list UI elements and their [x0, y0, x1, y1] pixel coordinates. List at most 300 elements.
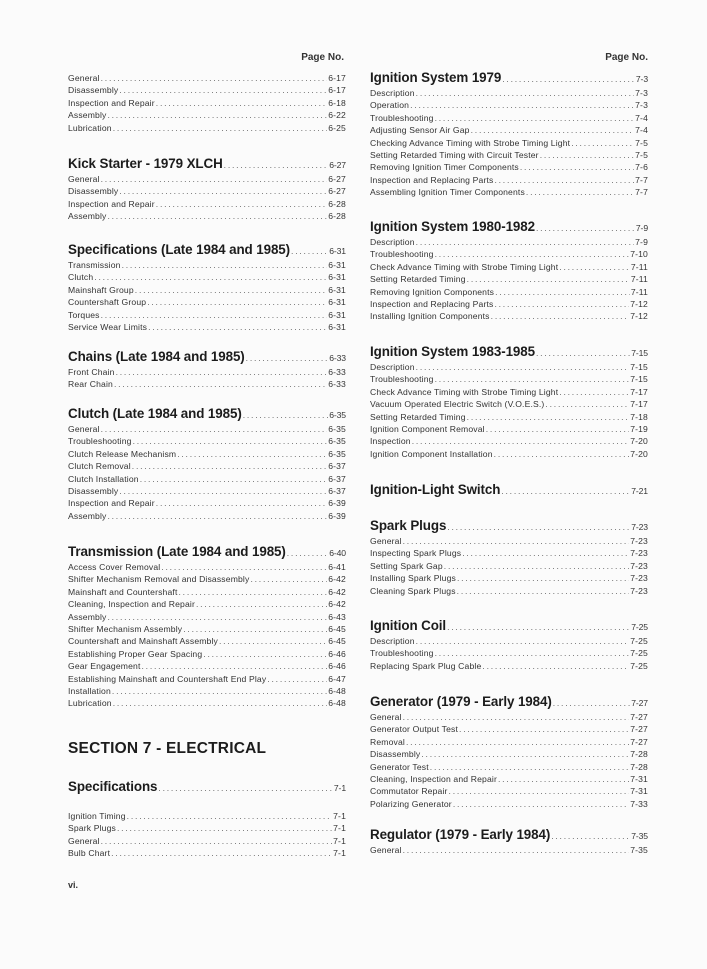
toc-entry-title: Countershaft and Mainshaft Assembly — [68, 636, 218, 647]
toc-entry — [68, 810, 346, 822]
toc-entry-title: Troubleshooting — [370, 648, 434, 659]
toc-entry-page: 7-25 — [630, 660, 648, 671]
toc-entry — [370, 386, 648, 398]
toc-entry — [68, 259, 346, 271]
toc-entry-page: 6-35 — [328, 424, 346, 434]
toc-entry-title: Inspection and Replacing Parts — [370, 174, 494, 185]
toc-entry-page: 6-27 — [328, 186, 346, 197]
toc-entry — [68, 835, 346, 847]
toc-entry-title: General — [68, 424, 100, 434]
dot-leader — [119, 185, 327, 197]
toc-entry — [68, 435, 346, 447]
toc-entry-title: Removing Ignition Timer Components — [370, 162, 519, 173]
dot-leader — [140, 473, 328, 485]
toc-entry-title: Check Advance Timing with Strobe Timing Light — [370, 261, 559, 272]
dot-leader — [491, 310, 630, 322]
toc-entry-title: Ignition Component Removal — [370, 424, 485, 435]
toc-entry-page: 7-27 — [630, 736, 648, 747]
dot-leader — [435, 112, 635, 124]
section-heading — [370, 70, 648, 87]
toc-entry — [370, 174, 648, 186]
toc-entry-title: Bulb Chart — [68, 848, 111, 859]
toc-entry — [68, 378, 346, 390]
toc-entry-page: 7-27 — [630, 712, 648, 722]
toc-entry-title: Transmission — [68, 260, 121, 270]
dot-leader — [571, 137, 634, 149]
dot-leader — [526, 186, 634, 198]
toc-entry — [370, 560, 648, 572]
toc-entry — [370, 535, 648, 547]
toc-entry — [370, 723, 648, 735]
dot-leader — [161, 561, 327, 573]
toc-entry — [370, 773, 648, 785]
toc-entry-title: Establishing Proper Gear Spacing — [68, 648, 203, 659]
toc-entry-title: Generator Output Test — [370, 724, 459, 735]
toc-entry — [370, 660, 648, 672]
toc-entry-page: 7-9 — [635, 237, 648, 247]
section-heading-title: Regulator (1979 - Early 1984) — [370, 827, 551, 842]
toc-entry-title: General — [68, 174, 100, 184]
dot-leader — [196, 598, 327, 610]
dot-leader — [133, 435, 328, 447]
dot-leader — [403, 844, 630, 856]
toc-entry — [370, 736, 648, 748]
toc-entry — [68, 660, 346, 672]
toc-entry-page: 7-17 — [630, 399, 648, 410]
dot-leader — [403, 711, 630, 723]
toc-entry-title: Disassembly — [68, 486, 119, 497]
toc-entry-page: 7-28 — [630, 761, 648, 772]
section-heading-title: Specifications (Late 1984 and 1985) — [68, 242, 291, 257]
dot-leader — [119, 485, 327, 497]
toc-entry — [370, 161, 648, 173]
toc-entry-title: Countershaft Group — [68, 297, 147, 308]
dot-leader — [410, 99, 634, 111]
toc-entry — [370, 248, 648, 260]
toc-entry — [370, 99, 648, 111]
toc-entry — [370, 149, 648, 161]
toc-entry — [68, 635, 346, 647]
toc-entry — [68, 72, 346, 84]
toc-entry — [68, 510, 346, 522]
toc-entry-page: 7-3 — [635, 88, 648, 98]
toc-section — [370, 618, 648, 672]
toc-entry-page: 7-35 — [630, 845, 648, 855]
section-heading — [370, 219, 648, 236]
dot-leader — [559, 386, 629, 398]
dot-leader — [486, 423, 629, 435]
toc-entry-title: Inspection — [370, 436, 411, 447]
dot-leader — [536, 345, 630, 361]
toc-entry-page: 6-48 — [328, 686, 346, 697]
toc-entry-title: Assembling Ignition Timer Components — [370, 187, 525, 198]
dot-leader — [435, 647, 630, 659]
toc-entry — [68, 109, 346, 121]
toc-entry-page: 6-48 — [328, 698, 346, 709]
toc-entry-page: 6-25 — [328, 122, 346, 133]
toc-entry-page: 7-20 — [630, 436, 648, 447]
toc-entry-page: 7-4 — [635, 125, 648, 136]
dot-leader — [540, 149, 634, 161]
toc-entry-page: 7-5 — [635, 137, 648, 148]
toc-entry-title: General — [370, 536, 402, 546]
section-heading-title: Ignition-Light Switch — [370, 482, 501, 497]
toc-entry-page: 6-45 — [328, 624, 346, 635]
dot-leader — [127, 810, 332, 822]
toc-entry-title: Clutch Release Mechanism — [68, 448, 177, 459]
section-heading — [370, 618, 648, 635]
toc-entry-title: General — [370, 845, 402, 855]
dot-leader — [553, 695, 630, 711]
dot-leader — [467, 273, 630, 285]
toc-entry — [370, 137, 648, 149]
section-heading-title: Ignition Coil — [370, 618, 447, 633]
toc-entry-page: 6-31 — [328, 309, 346, 320]
toc-entry-title: Disassembly — [68, 85, 119, 96]
toc-entry-title: Cleaning, Inspection and Repair — [68, 599, 195, 610]
dot-leader — [135, 284, 327, 296]
dot-leader — [224, 157, 329, 173]
section-heading-page: 7-35 — [631, 831, 648, 841]
toc-entry — [370, 547, 648, 559]
section-heading-title: Specifications — [68, 779, 158, 794]
toc-entry-title: Shifter Mechanism Assembly — [68, 624, 183, 635]
toc-entry-title: General — [68, 835, 100, 846]
dot-leader — [107, 109, 327, 121]
section-heading-page: 7-15 — [631, 348, 648, 358]
toc-entry-title: Inspection and Repair — [68, 498, 155, 509]
toc-entry-page: 7-23 — [630, 548, 648, 559]
section-heading-page: 7-9 — [635, 223, 648, 233]
section-heading — [68, 156, 346, 173]
section-heading — [68, 242, 346, 259]
toc-entry — [68, 822, 346, 834]
toc-entry — [68, 173, 346, 185]
toc-entry-title: General — [370, 712, 402, 722]
dot-leader — [178, 586, 327, 598]
toc-entry-page: 6-41 — [328, 562, 346, 572]
section-heading — [68, 406, 346, 423]
toc-entry-page: 6-33 — [328, 367, 346, 377]
toc-entry — [68, 497, 346, 509]
toc-entry-page: 7-11 — [630, 286, 648, 297]
toc-entry — [68, 309, 346, 321]
toc-entry-page: 6-42 — [328, 586, 346, 597]
dot-leader — [403, 535, 630, 547]
toc-entry-page: 7-23 — [630, 536, 648, 546]
dot-leader — [148, 321, 327, 333]
toc-entry-page: 7-15 — [630, 362, 648, 372]
section-heading — [370, 344, 648, 361]
dot-leader — [267, 673, 327, 685]
dot-leader — [421, 748, 629, 760]
toc-entry-title: Establishing Mainshaft and Countershaft End Play — [68, 673, 267, 684]
section-heading — [68, 544, 346, 561]
toc-entry-page: 6-39 — [328, 510, 346, 521]
toc-entry-page: 7-4 — [635, 112, 648, 123]
section-heading — [370, 482, 648, 499]
toc-entry-title: Cleaning Spark Plugs — [370, 585, 456, 596]
toc-entry-title: Disassembly — [68, 186, 119, 197]
toc-entry-page: 7-25 — [630, 636, 648, 646]
toc-entry-title: Rear Chain — [68, 379, 113, 390]
toc-entry-page: 6-42 — [328, 599, 346, 610]
dot-leader — [113, 122, 327, 134]
toc-entry-title: Removing Ignition Components — [370, 286, 495, 297]
toc-entry-page: 6-33 — [328, 379, 346, 390]
toc-entry-title: Assembly — [68, 110, 107, 121]
toc-entry-title: Troubleshooting — [370, 112, 434, 123]
toc-entry — [370, 112, 648, 124]
toc-entry-page: 7-11 — [630, 261, 648, 272]
toc-entry — [370, 411, 648, 423]
section-heading — [370, 694, 648, 711]
toc-entry-title: Description — [370, 88, 415, 98]
dot-leader — [416, 87, 634, 99]
toc-entry — [370, 711, 648, 723]
dot-leader — [545, 398, 629, 410]
section-heading-page: 6-35 — [329, 410, 346, 420]
dot-leader — [482, 660, 629, 672]
toc-entry-title: Operation — [370, 100, 410, 111]
dot-leader — [156, 97, 327, 109]
section-heading-page: 6-40 — [329, 548, 346, 558]
dot-leader — [494, 298, 629, 310]
section-heading-page: 6-33 — [329, 353, 346, 363]
toc-entry-title: Setting Retarded Timing — [370, 411, 466, 422]
toc-entry-page: 7-11 — [630, 274, 648, 285]
toc-entry-page: 7-25 — [630, 648, 648, 659]
section-7-heading: SECTION 7 - ELECTRICAL — [68, 740, 267, 757]
spacer — [68, 796, 346, 810]
toc-entry — [370, 398, 648, 410]
toc-entry — [370, 647, 648, 659]
section-heading-title: Generator (1979 - Early 1984) — [370, 694, 552, 709]
toc-entry — [68, 685, 346, 697]
toc-entry-page: 7-27 — [630, 724, 648, 735]
toc-entry-page: 7-1 — [333, 823, 346, 834]
dot-leader — [416, 635, 630, 647]
toc-entry-page: 6-47 — [328, 673, 346, 684]
toc-entry — [370, 286, 648, 298]
toc-section — [370, 827, 648, 856]
dot-leader — [498, 773, 629, 785]
toc-entry-page: 6-39 — [328, 498, 346, 509]
dot-leader — [117, 822, 332, 834]
toc-entry — [68, 366, 346, 378]
toc-entry — [370, 273, 648, 285]
toc-entry — [68, 611, 346, 623]
toc-entry-title: Shifter Mechanism Removal and Disassembly — [68, 574, 250, 585]
dot-leader — [416, 361, 630, 373]
toc-entry-page: 6-31 — [328, 322, 346, 333]
toc-entry-title: Adjusting Sensor Air Gap — [370, 125, 470, 136]
toc-entry-page: 7-6 — [635, 162, 648, 173]
dot-leader — [412, 435, 630, 447]
toc-entry-page: 7-20 — [630, 448, 648, 459]
toc-entry — [68, 573, 346, 585]
toc-entry-title: Check Advance Timing with Strobe Timing Light — [370, 386, 559, 397]
toc-entry-page: 7-1 — [333, 811, 346, 821]
page-no-heading: Page No. — [301, 52, 344, 63]
toc-entry-title: Ignition Component Installation — [370, 448, 493, 459]
toc-entry — [68, 623, 346, 635]
dot-leader — [471, 124, 635, 136]
toc-entry-page: 6-37 — [328, 461, 346, 472]
toc-entry-title: Ignition Timing — [68, 811, 126, 821]
toc-entry — [68, 648, 346, 660]
dot-leader — [520, 161, 634, 173]
toc-entry — [370, 572, 648, 584]
dot-leader — [457, 572, 629, 584]
toc-entry-page: 6-37 — [328, 486, 346, 497]
dot-leader — [243, 407, 329, 423]
toc-entry — [68, 296, 346, 308]
toc-section — [68, 72, 346, 134]
toc-entry-page: 7-23 — [630, 573, 648, 584]
dot-leader — [141, 660, 327, 672]
toc-entry-page: 7-5 — [635, 150, 648, 161]
toc-entry — [370, 310, 648, 322]
toc-entry-page: 6-35 — [328, 448, 346, 459]
toc-entry-page: 7-28 — [630, 749, 648, 760]
toc-entry — [68, 84, 346, 96]
toc-entry-title: Cleaning, Inspection and Repair — [370, 774, 497, 785]
toc-entry-page: 6-27 — [328, 174, 346, 184]
toc-entry-title: Mainshaft and Countershaft — [68, 586, 178, 597]
toc-entry-title: Front Chain — [68, 367, 115, 377]
dot-leader — [502, 71, 635, 87]
section-heading-page: 7-1 — [333, 783, 346, 793]
toc-entry-title: Spark Plugs — [68, 823, 116, 834]
toc-entry-title: Access Cover Removal — [68, 562, 161, 572]
section-heading-page: 7-27 — [631, 698, 648, 708]
dot-leader — [156, 497, 327, 509]
toc-entry-title: Polarizing Generator — [370, 798, 452, 809]
dot-leader — [453, 798, 629, 810]
dot-leader — [116, 366, 328, 378]
section-heading — [68, 349, 346, 366]
toc-entry — [370, 298, 648, 310]
section-heading-page: 7-23 — [631, 522, 648, 532]
dot-leader — [101, 309, 328, 321]
toc-entry-page: 7-31 — [630, 774, 648, 785]
toc-entry-title: Setting Retarded Timing — [370, 274, 466, 285]
toc-entry-title: Description — [370, 237, 415, 247]
toc-entry-page: 6-22 — [328, 110, 346, 121]
dot-leader — [447, 519, 630, 535]
dot-leader — [156, 198, 327, 210]
toc-entry-title: Commutator Repair — [370, 786, 448, 797]
toc-entry-page: 6-37 — [328, 473, 346, 484]
section-heading-title: Chains (Late 1984 and 1985) — [68, 349, 245, 364]
toc-entry-title: Removal — [370, 736, 405, 747]
toc-entry-page: 6-42 — [328, 574, 346, 585]
section-heading-title: Ignition System 1980-1982 — [370, 219, 535, 234]
toc-entry-title: Troubleshooting — [370, 249, 434, 260]
dot-leader — [435, 248, 630, 260]
toc-entry-title: Mainshaft Group — [68, 284, 134, 295]
section-heading — [370, 827, 648, 844]
toc-entry-page: 6-31 — [328, 284, 346, 295]
toc-entry-page: 7-10 — [630, 249, 648, 260]
dot-leader — [107, 510, 327, 522]
toc-entry-title: Troubleshooting — [370, 374, 434, 385]
toc-entry-title: Generator Test — [370, 761, 429, 772]
toc-entry — [370, 635, 648, 647]
toc-entry-page: 7-33 — [630, 798, 648, 809]
toc-section — [370, 694, 648, 810]
toc-entry — [68, 586, 346, 598]
toc-entry — [370, 761, 648, 773]
toc-entry-title: Torques — [68, 309, 100, 320]
dot-leader — [119, 84, 327, 96]
toc-entry-title: Replacing Spark Plug Cable — [370, 660, 482, 671]
toc-entry-title: Assembly — [68, 510, 107, 521]
toc-entry — [370, 124, 648, 136]
dot-leader — [447, 619, 630, 635]
toc-entry-page: 6-18 — [328, 97, 346, 108]
toc-entry — [68, 321, 346, 333]
toc-entry — [68, 473, 346, 485]
toc-entry — [68, 423, 346, 435]
section-heading-page: 7-25 — [631, 622, 648, 632]
dot-leader — [203, 648, 327, 660]
toc-entry-title: Troubleshooting — [68, 436, 132, 447]
dot-leader — [219, 635, 327, 647]
toc-section — [68, 242, 346, 333]
toc-entry — [370, 361, 648, 373]
toc-entry-title: Gear Engagement — [68, 661, 141, 672]
toc-entry — [68, 122, 346, 134]
toc-entry — [68, 460, 346, 472]
toc-entry-title: Vacuum Operated Electric Switch (V.O.E.S.) — [370, 399, 545, 410]
toc-entry-page: 7-19 — [630, 424, 648, 435]
toc-entry-page: 6-17 — [328, 73, 346, 83]
dot-leader — [177, 448, 327, 460]
toc-entry-title: Setting Spark Gap — [370, 560, 443, 571]
dot-leader — [430, 761, 629, 773]
toc-entry-title: Inspecting Spark Plugs — [370, 548, 462, 559]
toc-entry-page: 6-17 — [328, 85, 346, 96]
toc-entry — [370, 186, 648, 198]
dot-leader — [459, 723, 629, 735]
toc-entry — [68, 598, 346, 610]
toc-entry — [370, 785, 648, 797]
dot-leader — [291, 243, 328, 259]
section-heading-title: Clutch (Late 1984 and 1985) — [68, 406, 242, 421]
toc-entry — [68, 198, 346, 210]
dot-leader — [122, 259, 328, 271]
toc-entry — [370, 236, 648, 248]
toc-entry-title: Assembly — [68, 611, 107, 622]
section-heading — [68, 779, 346, 796]
toc-entry-title: Inspection and Repair — [68, 198, 155, 209]
dot-leader — [246, 350, 329, 366]
section-heading-page: 7-21 — [631, 486, 648, 496]
dot-leader — [494, 174, 634, 186]
toc-entry — [370, 435, 648, 447]
dot-leader — [101, 173, 328, 185]
dot-leader — [444, 560, 629, 572]
toc-entry — [68, 185, 346, 197]
toc-entry — [370, 87, 648, 99]
toc-entry-title: General — [68, 73, 100, 83]
toc-entry-page: 6-28 — [328, 211, 346, 222]
toc-entry-title: Installing Ignition Components — [370, 311, 490, 322]
dot-leader — [435, 373, 630, 385]
toc-entry-page: 6-35 — [328, 436, 346, 447]
